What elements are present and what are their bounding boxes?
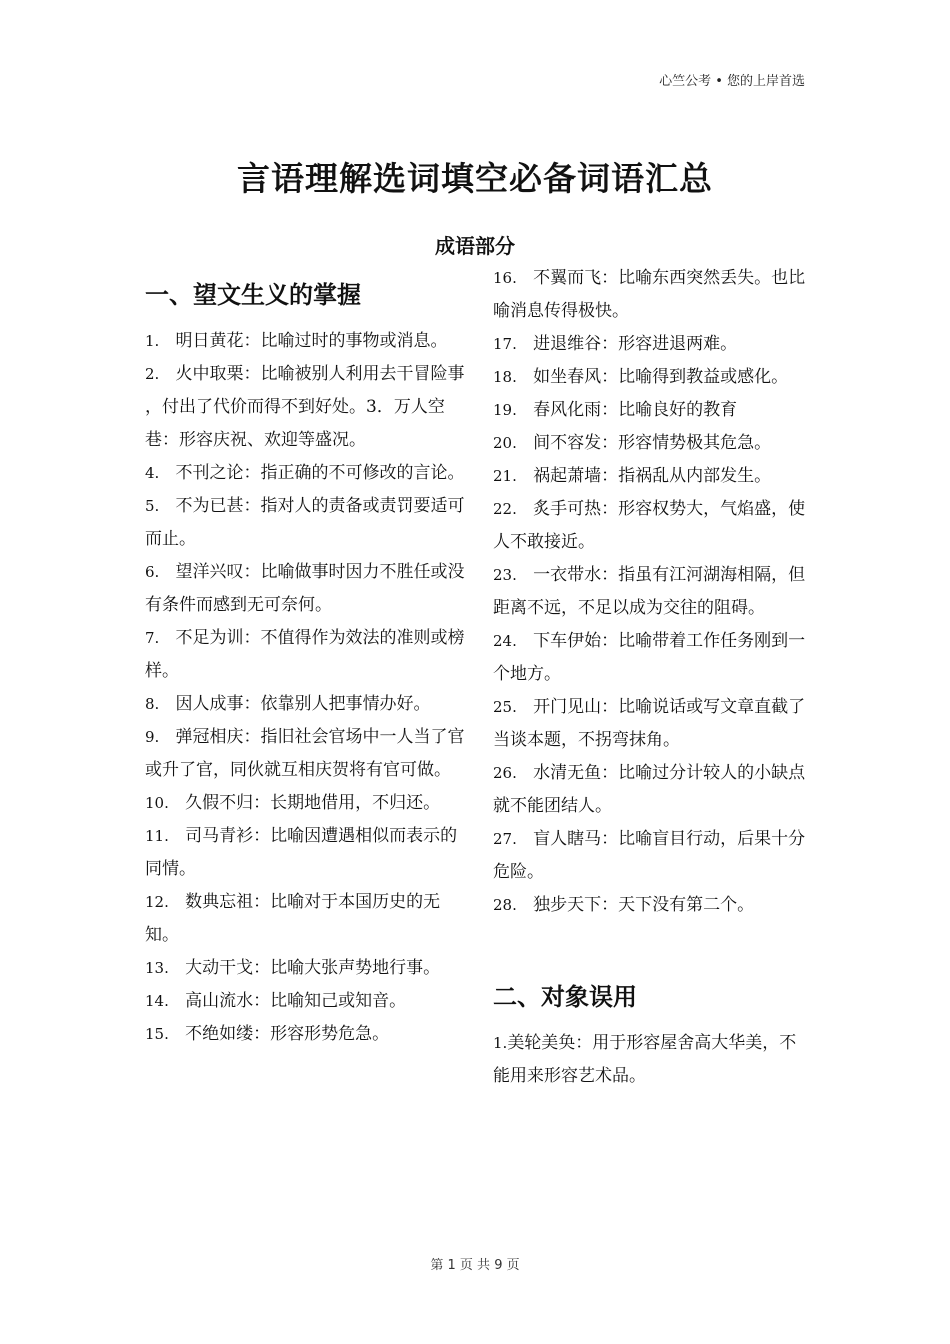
- entry-text: 美轮美奂：用于形容屋舍高大华美，不能用来形容艺术品。: [493, 1033, 797, 1086]
- entry-text: 火中取栗：比喻被别人利用去干冒险事 ，付出了代价而得不到好处。3．万人空巷：形容庆祝、欢迎等盛况。: [145, 364, 465, 450]
- entry-number: 25.: [493, 698, 517, 716]
- entry-number: 1.: [145, 332, 160, 350]
- entry-text: 司马青衫：比喻因遭遇相似而表示的同情。: [145, 826, 458, 879]
- entry-number: 9.: [145, 728, 160, 746]
- entry-number: 24.: [493, 632, 517, 650]
- list-item: [145, 556, 465, 622]
- entry-number: 18.: [493, 368, 517, 386]
- list-item: [145, 886, 465, 952]
- entry-number: 26.: [493, 764, 517, 782]
- entry-text: 不为已甚：指对人的责备或责罚要适可而止。: [145, 496, 465, 549]
- list-item: [145, 820, 465, 886]
- list-item: [145, 787, 465, 820]
- entry-number: 21.: [493, 467, 517, 485]
- left-column: [145, 275, 465, 1051]
- entry-text: 弹冠相庆：指旧社会官场中一人当了官或升了官，同伙就互相庆贺将有官可做。: [145, 727, 465, 780]
- entry-text: 下车伊始：比喻带着工作任务刚到一个地方。: [493, 631, 806, 684]
- list-item: [493, 493, 813, 559]
- entry-number: 13.: [145, 959, 169, 977]
- entry-number: 14.: [145, 992, 169, 1010]
- entry-number: 2.: [145, 365, 160, 383]
- section-heading-1: 一、望文生义的掌握: [145, 281, 361, 309]
- entry-number: 4.: [145, 464, 160, 482]
- list-item: [493, 757, 813, 823]
- entry-text: 如坐春风：比喻得到教益或感化。: [533, 367, 789, 387]
- list-item: [493, 361, 813, 394]
- entry-number: 8.: [145, 695, 160, 713]
- entry-number: 28.: [493, 896, 517, 914]
- list-item: [493, 328, 813, 361]
- entry-text: 不足为训：不值得作为效法的准则或榜样。: [145, 628, 465, 681]
- list-item: [145, 622, 465, 688]
- entry-number: 12.: [145, 893, 169, 911]
- entry-text: 独步天下：天下没有第二个。: [533, 895, 755, 915]
- list-item: [493, 625, 813, 691]
- entry-text: 春风化雨：比喻良好的教育: [533, 400, 738, 420]
- list-item: [493, 262, 813, 328]
- entry-number: 6.: [145, 563, 160, 581]
- entry-number: 20.: [493, 434, 517, 452]
- entry-text: 不刊之论：指正确的不可修改的言论。: [175, 463, 465, 483]
- entry-text: 一衣带水：指虽有江河湖海相隔，但距离不远，不足以成为交往的阻碍。: [493, 565, 806, 618]
- entry-text: 不翼而飞：比喻东西突然丢失。也比喻消息传得极快。: [493, 268, 806, 321]
- entry-list-section2: [493, 1027, 813, 1093]
- entry-text: 明日黄花：比喻过时的事物或消息。: [175, 331, 448, 351]
- entry-text: 高山流水：比喻知己或知音。: [185, 991, 407, 1011]
- list-item: [493, 922, 813, 955]
- page-title: 言语理解选词填空必备词语汇总: [237, 159, 713, 198]
- list-item: [145, 358, 465, 457]
- entry-number: 7.: [145, 629, 160, 647]
- list-item: [493, 427, 813, 460]
- entry-number: 23.: [493, 566, 517, 584]
- entry-text: 大动干戈：比喻大张声势地行事。: [185, 958, 441, 978]
- list-item: [145, 688, 465, 721]
- entry-text: 炙手可热：形容权势大，气焰盛，使人不敢接近。: [493, 499, 806, 552]
- entry-number: 11.: [145, 827, 169, 845]
- section-heading-2: 二、对象误用: [493, 983, 637, 1011]
- header-brand: 心竺公考 • 您的上岸首选: [659, 74, 805, 89]
- entry-number: 10.: [145, 794, 169, 812]
- entry-list-right: [493, 262, 813, 955]
- entry-number: 16.: [493, 269, 517, 287]
- entry-number: 27.: [493, 830, 517, 848]
- page-footer: 第 1 页 共 9 页: [430, 1258, 520, 1273]
- entry-text: 望洋兴叹：比喻做事时因力不胜任或没有条件而感到无可奈何。: [145, 562, 465, 615]
- list-item: [493, 889, 813, 922]
- page-subtitle: 成语部分: [435, 234, 515, 258]
- entry-number: 22.: [493, 500, 517, 518]
- entry-text: 因人成事：依靠别人把事情办好。: [175, 694, 431, 714]
- entry-number: 19.: [493, 401, 517, 419]
- list-item: [493, 460, 813, 493]
- entry-number: 17.: [493, 335, 517, 353]
- list-item: [145, 952, 465, 985]
- list-item: [145, 1018, 465, 1051]
- list-item: [145, 490, 465, 556]
- list-item: [145, 721, 465, 787]
- list-item: [145, 985, 465, 1018]
- list-item: [493, 394, 813, 427]
- entry-text: 水清无鱼：比喻过分计较人的小缺点就不能团结人。: [493, 763, 806, 816]
- entry-text: 祸起萧墙：指祸乱从内部发生。: [533, 466, 772, 486]
- right-column: [493, 262, 813, 1093]
- entry-number: 15.: [145, 1025, 169, 1043]
- list-item: [145, 457, 465, 490]
- entry-number: 5.: [145, 497, 160, 515]
- entry-text: 间不容发：形容情势极其危急。: [533, 433, 772, 453]
- entry-number: 1.: [493, 1034, 508, 1052]
- entry-text: 盲人瞎马：比喻盲目行动，后果十分危险。: [493, 829, 806, 882]
- list-item: [145, 325, 465, 358]
- entry-list-left: [145, 325, 465, 1051]
- entry-text: 开门见山：比喻说话或写文章直截了当谈本题，不拐弯抹角。: [493, 697, 806, 750]
- entry-text: 进退维谷：形容进退两难。: [533, 334, 738, 354]
- list-item: [493, 1027, 813, 1093]
- list-item: [493, 691, 813, 757]
- entry-text: 不绝如缕：形容形势危急。: [185, 1024, 390, 1044]
- entry-text: 久假不归：长期地借用，不归还。: [185, 793, 441, 813]
- list-item: [493, 823, 813, 889]
- entry-text: 数典忘祖：比喻对于本国历史的无知。: [145, 892, 441, 945]
- list-item: [493, 559, 813, 625]
